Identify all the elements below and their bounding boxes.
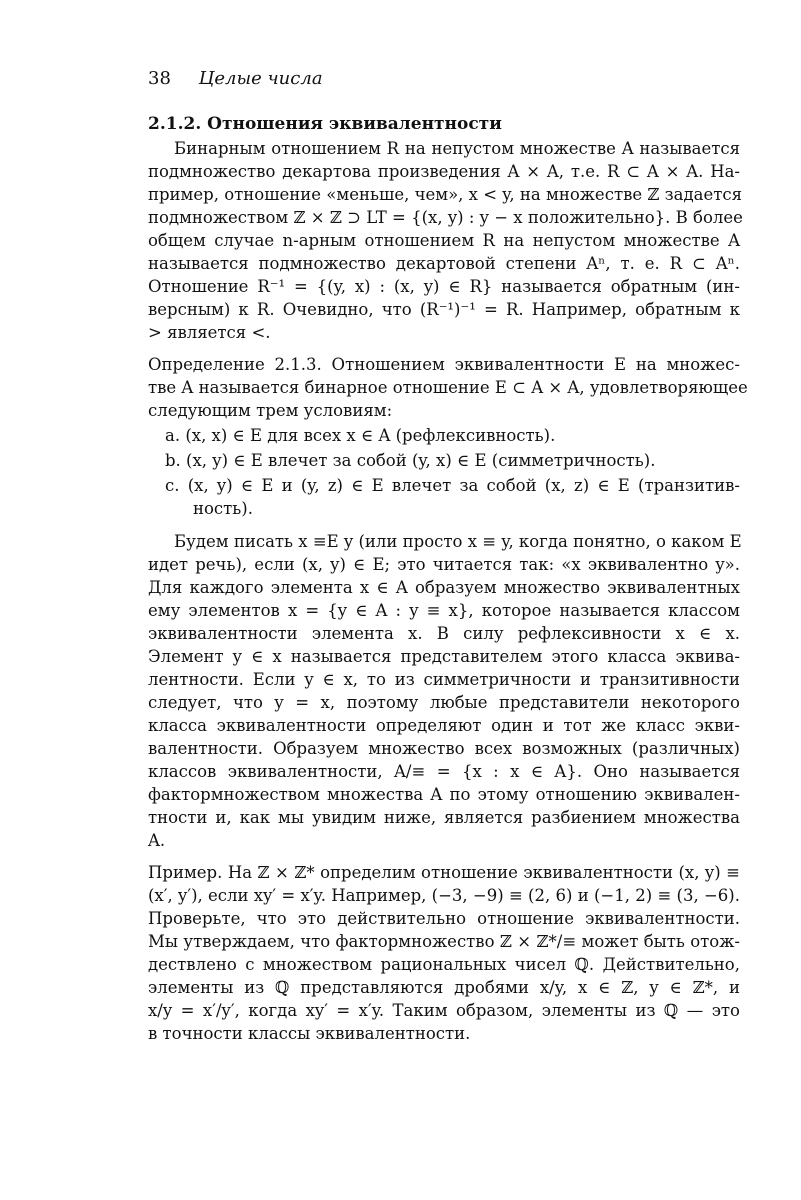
text-line: валентности. Образуем множество всех возможных (различных) xyxy=(148,739,740,758)
text-line: фактормножеством множества A по этому отношению эквивален- xyxy=(148,785,740,804)
text-line: b. (x, y) ∈ E влечет за собой (y, x) ∈ E (симметричность). xyxy=(165,451,656,470)
text-line: Отношение R⁻¹ = {(y, x) : (x, y) ∈ R} называется обратным (ин- xyxy=(148,277,740,296)
text-line: Проверьте, что это действительно отношение эквивалентности. xyxy=(148,909,740,928)
text-line: в точности классы эквивалентности. xyxy=(148,1024,471,1043)
text-line: > является <. xyxy=(148,323,271,342)
text-line: A. xyxy=(148,831,166,850)
text-line: версным) к R. Очевидно, что (R⁻¹)⁻¹ = R. Например, обратным к xyxy=(148,300,740,319)
text-line: c. (x, y) ∈ E и (y, z) ∈ E влечет за собой (x, z) ∈ E (транзитив- xyxy=(165,476,740,495)
text-line: следует, что y = x, поэтому любые представители некоторого xyxy=(148,693,740,712)
text-line: дествлено с множеством рациональных чисел ℚ. Действительно, xyxy=(148,955,740,974)
text-line: a. (x, x) ∈ E для всех x ∈ A (рефлексивность). xyxy=(165,426,556,445)
text-line: следующим трем условиям: xyxy=(148,401,393,420)
text-line: элементы из ℚ представляются дробями x/y, x ∈ ℤ, y ∈ ℤ*, и xyxy=(148,978,740,997)
text-line: ему элементов x = {y ∈ A : y ≡ x}, которое называется классом xyxy=(148,601,740,620)
text-line: ность). xyxy=(193,499,253,518)
text-line: идет речь), если (x, y) ∈ E; это читается так: «x эквивалентно y». xyxy=(148,555,740,574)
page-number: 38 xyxy=(148,68,171,89)
text-line: Для каждого элемента x ∈ A образуем множество эквивалентных xyxy=(148,578,740,597)
text-line: Будем писать x ≡E y (или просто x ≡ y, когда понятно, о каком E xyxy=(174,532,742,551)
text-line: Мы утверждаем, что фактормножество ℤ × ℤ*/≡ может быть отож- xyxy=(148,932,740,951)
text-line: лентности. Если y ∈ x, то из симметричности и транзитивности xyxy=(148,670,740,689)
text-line: эквивалентности элемента x. В силу рефлексивности x ∈ x. xyxy=(148,624,740,643)
text-line: Бинарным отношением R на непустом множестве A называется xyxy=(174,139,740,158)
text-line: класса эквивалентности определяют один и тот же класс экви- xyxy=(148,716,740,735)
text-line: подмножеством ℤ × ℤ ⊃ LT = {(x, y) : y − x положительно}. В более xyxy=(148,208,743,227)
text-line: подмножество декартова произведения A × A, т.е. R ⊂ A × A. На- xyxy=(148,162,740,181)
text-line: (x′, y′), если xy′ = x′y. Например, (−3, −9) ≡ (2, 6) и (−1, 2) ≡ (3, −6). xyxy=(148,886,740,905)
text-line: Элемент y ∈ x называется представителем этого класса эквива- xyxy=(148,647,740,666)
text-line: называется подмножество декартовой степени Aⁿ, т. е. R ⊂ Aⁿ. xyxy=(148,254,740,273)
text-line: классов эквивалентности, A/≡ = {x : x ∈ A}. Оно называется xyxy=(148,762,740,781)
running-title: Целые числа xyxy=(198,68,323,89)
text-line: Определение 2.1.3. Отношением эквивалентности E на множес- xyxy=(148,355,740,374)
text-line: x/y = x′/y′, когда xy′ = x′y. Таким образом, элементы из ℚ — это xyxy=(148,1001,740,1020)
text-line: общем случае n-арным отношением R на непустом множестве A xyxy=(148,231,740,250)
text-line: тности и, как мы увидим ниже, является разбиением множества xyxy=(148,808,740,827)
page-header xyxy=(148,68,323,89)
text-line: пример, отношение «меньше, чем», x < y, на множестве ℤ задается xyxy=(148,185,743,204)
text-line: тве A называется бинарное отношение E ⊂ A × A, удовлетворяющее xyxy=(148,378,748,397)
text-line: Пример. На ℤ × ℤ* определим отношение эквивалентности (x, y) ≡ xyxy=(148,863,740,882)
section-heading: 2.1.2. Отношения эквивалентности xyxy=(148,114,502,134)
